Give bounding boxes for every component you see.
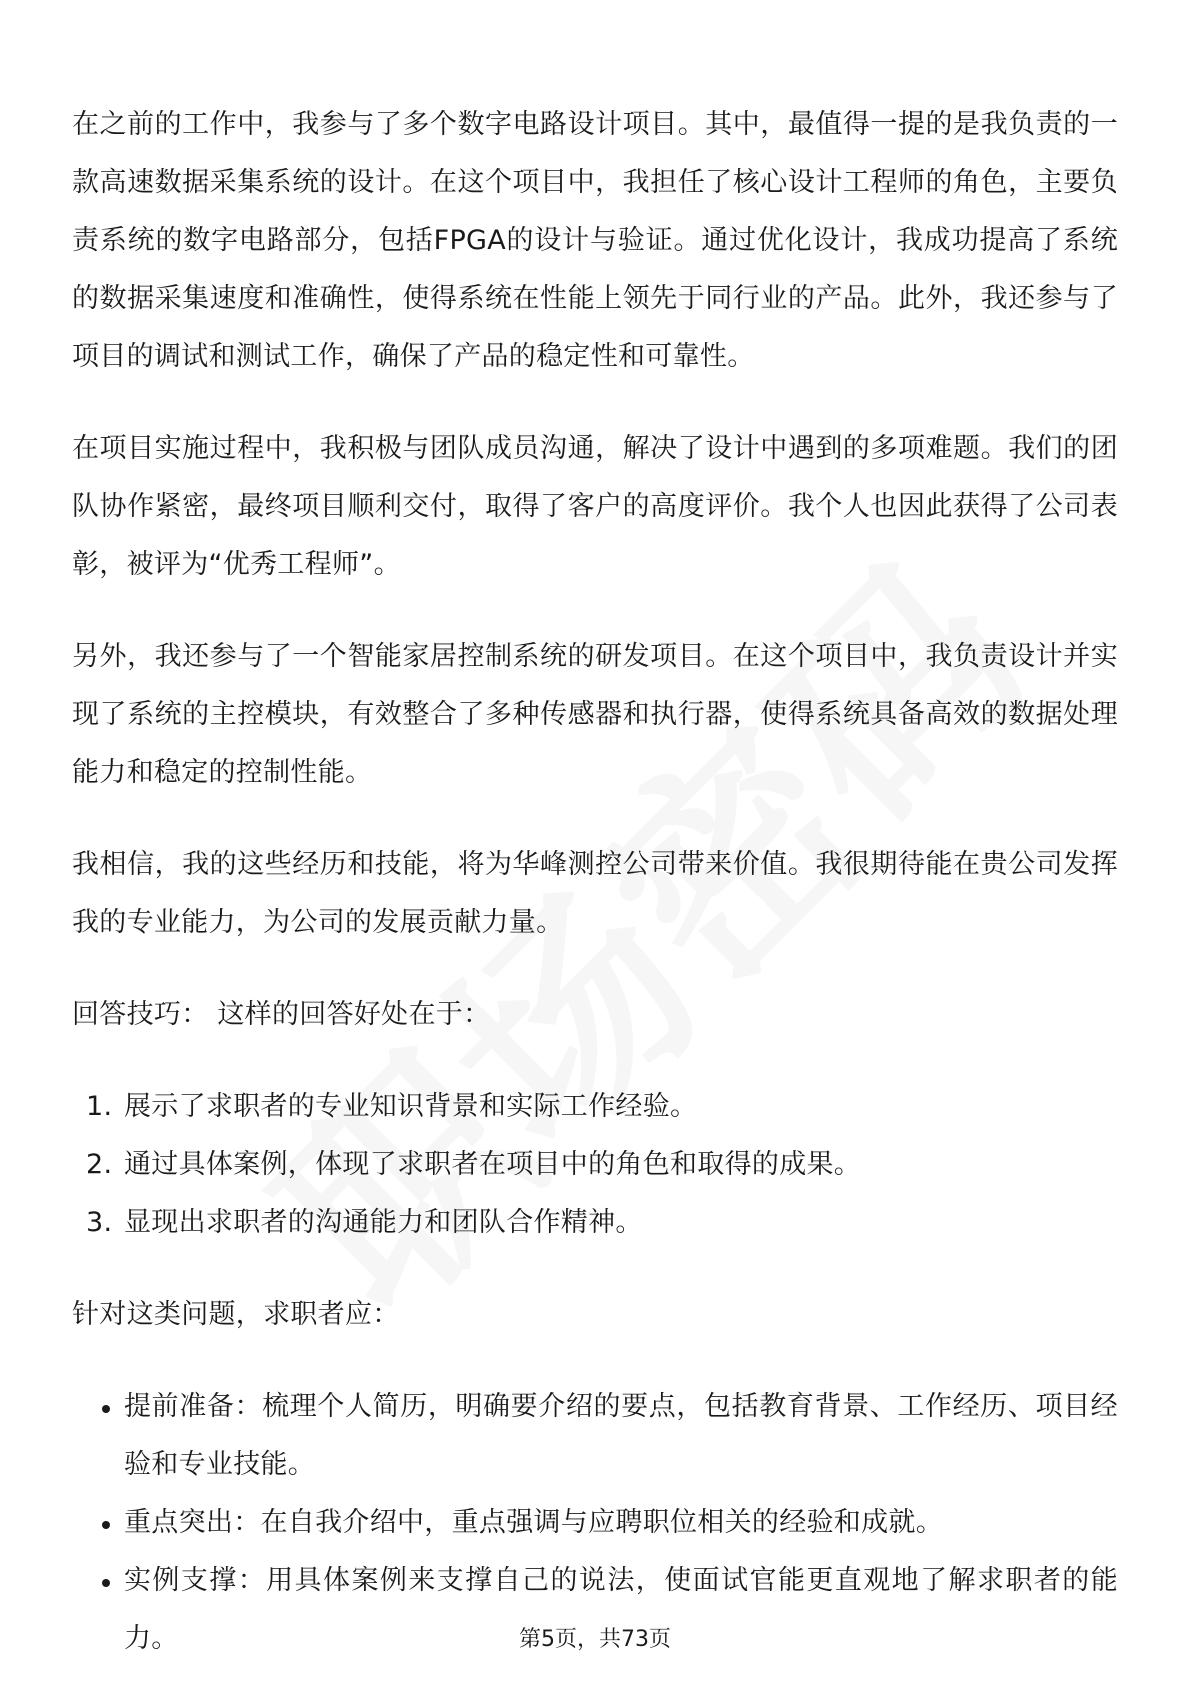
bullet-icon xyxy=(102,1521,110,1529)
list-item xyxy=(72,1494,1118,1552)
bullet-icon xyxy=(102,1405,110,1413)
list-number: 1. xyxy=(86,1091,113,1122)
tips-list xyxy=(72,1078,1118,1252)
bullet-icon xyxy=(102,1579,110,1587)
list-item-text: 通过具体案例，体现了求职者在项目中的角色和取得的成果。 xyxy=(124,1149,862,1180)
advice-heading: 针对这类问题，求职者应： xyxy=(72,1299,400,1330)
list-item xyxy=(72,1136,1118,1194)
list-number: 3. xyxy=(86,1207,113,1238)
tips-heading: 回答技巧： 这样的回答好处在于： xyxy=(72,999,491,1030)
paragraph-smart-home: 另外，我还参与了一个智能家居控制系统的研发项目。在这个项目中，我负责设计并实现了系统的主控模块，有效整合了多种传感器和执行器，使得系统具备高效的数据处理能力和稳定的控制性能。 xyxy=(72,641,1118,788)
list-item-text: 显现出求职者的沟通能力和团队合作精神。 xyxy=(124,1207,643,1238)
list-item-text: 实例支撑：用具体案例来支撑自己的说法，使面试官能更直观地了解求职者的能力。 xyxy=(124,1565,1118,1654)
paragraph-teamwork: 在项目实施过程中，我积极与团队成员沟通，解决了设计中遇到的多项难题。我们的团队协作紧密，最终项目顺利交付，取得了客户的高度评价。我个人也因此获得了公司表彰，被评为“优秀工程师”。 xyxy=(72,433,1118,580)
list-number: 2. xyxy=(86,1149,113,1180)
page-content xyxy=(72,96,1118,1668)
list-item xyxy=(72,1078,1118,1136)
paragraph-closing: 我相信，我的这些经历和技能，将为华峰测控公司带来价值。我很期待能在贵公司发挥我的专业能力，为公司的发展贡献力量。 xyxy=(72,849,1118,938)
list-item xyxy=(72,1378,1118,1494)
page-number: 第5页，共73页 xyxy=(519,1627,671,1652)
paragraph-project-experience: 在之前的工作中，我参与了多个数字电路设计项目。其中，最值得一提的是我负责的一款高速数据采集系统的设计。在这个项目中，我担任了核心设计工程师的角色，主要负责系统的数字电路部分，包括FPGA的设计与验证。通过优化设计，我成功提高了系统的数据采集速度和准确性，使得系统在性能上领先于同行业的产品。此外，我还参与了项目的调试和测试工作，确保了产品的稳定性和可靠性。 xyxy=(72,109,1118,372)
list-item-text: 展示了求职者的专业知识背景和实际工作经验。 xyxy=(124,1091,698,1122)
list-item-text: 重点突出：在自我介绍中，重点强调与应聘职位相关的经验和成就。 xyxy=(124,1507,943,1538)
list-item xyxy=(72,1194,1118,1252)
list-item-text: 提前准备：梳理个人简历，明确要介绍的要点，包括教育背景、工作经历、项目经验和专业技能。 xyxy=(124,1391,1118,1480)
